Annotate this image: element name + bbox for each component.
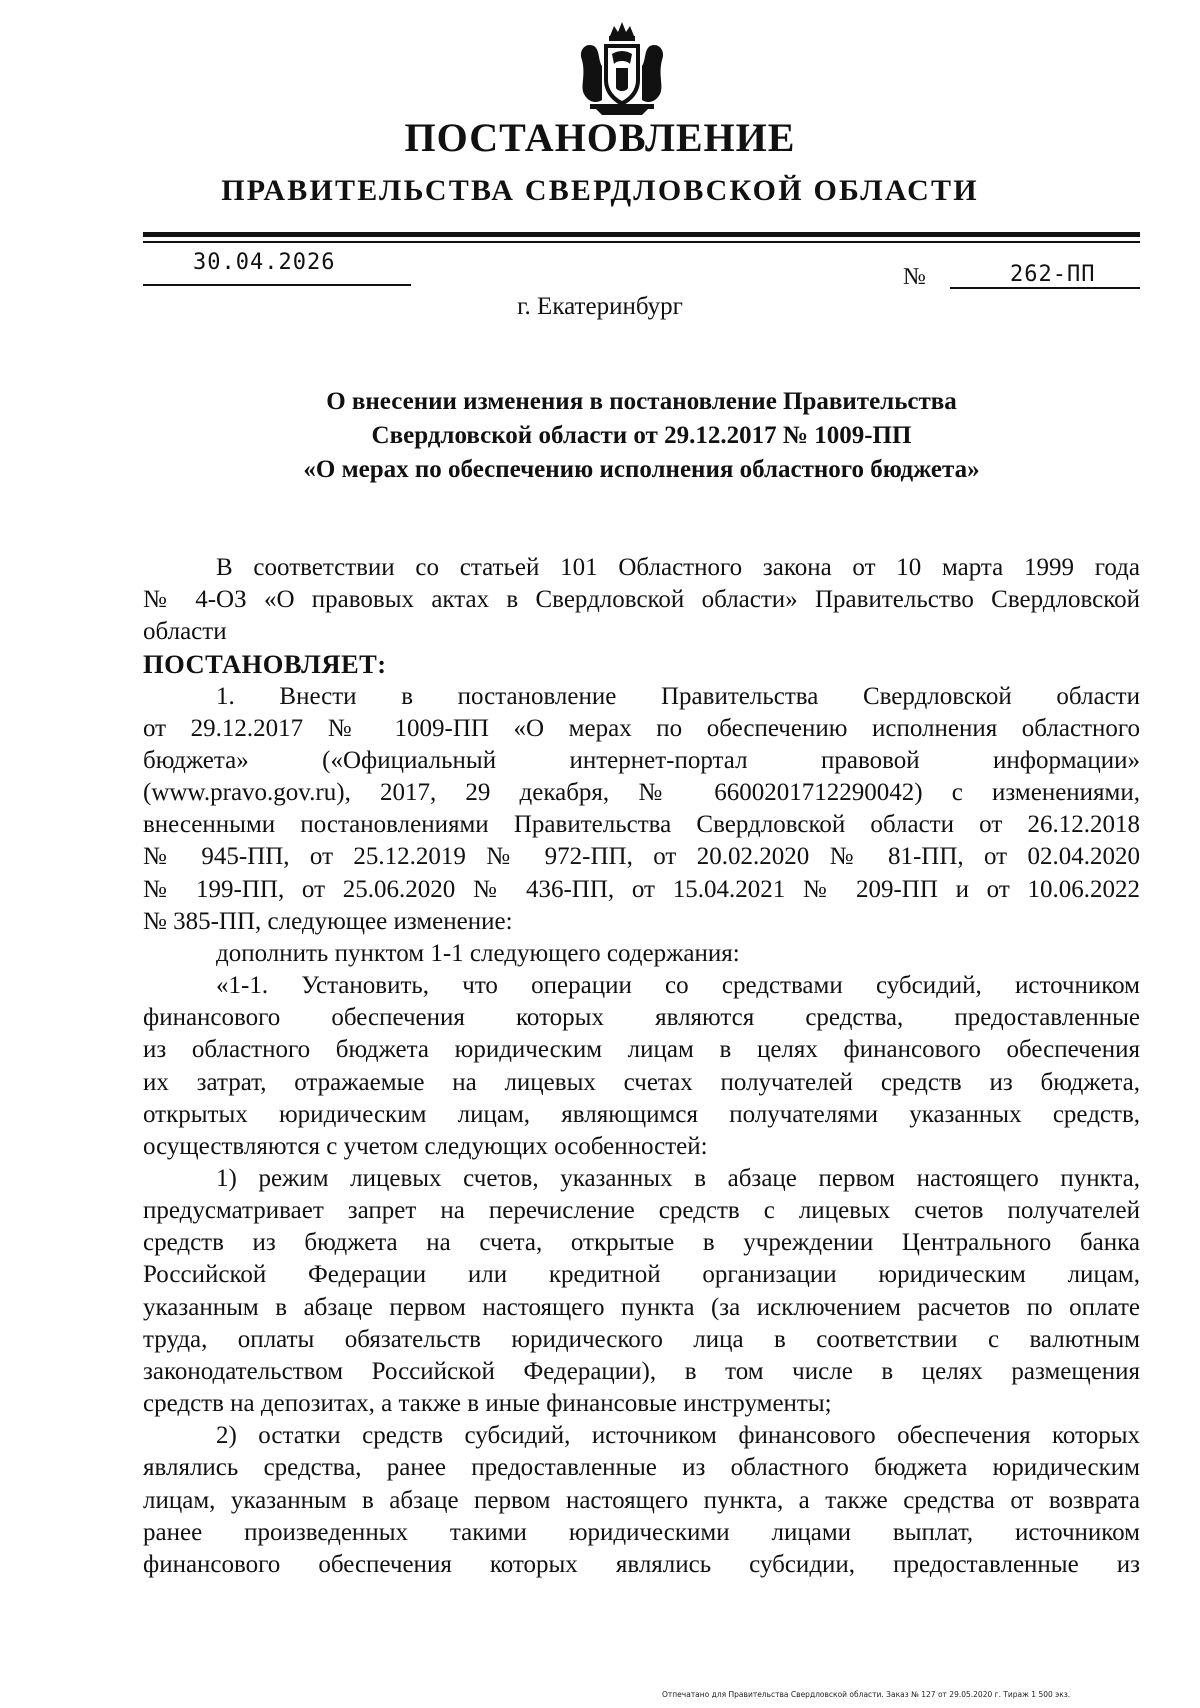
decree-word: ПОСТАНОВЛЯЕТ:	[143, 649, 387, 680]
body-line: их затрат, отражаемые на лицевых счетах получателей средств из бюджета,	[143, 1068, 1140, 1096]
header-rule-thick	[143, 232, 1140, 237]
body-line: В соответствии со статьей 101 Областного закона от 10 марта 1999 года	[216, 554, 1140, 581]
body-line: «1-1. Установить, что операции со средствами субсидий, источником	[216, 972, 1140, 1000]
body-line: № 4-ОЗ «О правовых актах в Свердловской области» Правительство Свердловской	[143, 586, 1140, 614]
body-line: Российской Федерации или кредитной организации юридическим лицам,	[143, 1261, 1140, 1289]
body-line: средств на депозитах, а также в иные финансовые инструменты;	[143, 1390, 832, 1418]
heading-line: О внесении изменения в постановление Правительства	[326, 388, 957, 415]
body-line: бюджета» («Официальный интернет-портал правовой информации»	[143, 746, 1140, 774]
body-line: ранее произведенных такими юридическими лицами выплат, источником	[143, 1518, 1140, 1546]
body-line: дополнить пунктом 1-1 следующего содержания:	[216, 939, 740, 967]
body-line: № 385-ПП, следующее изменение:	[143, 907, 513, 935]
body-line: законодательством Российской Федерации), в том числе в целях размещения	[143, 1357, 1140, 1385]
number-underline	[950, 287, 1140, 289]
body-line: являлись средства, ранее предоставленные из областного бюджета юридическим	[143, 1454, 1140, 1482]
body-line: внесенными постановлениями Правительства Свердловской области от 26.12.2018	[143, 811, 1140, 839]
header-rule-thin	[143, 241, 1140, 243]
body-line: 1) режим лицевых счетов, указанных в абзаце первом настоящего пункта,	[216, 1164, 1140, 1192]
body-line: области	[143, 618, 227, 646]
city: г. Екатеринбург	[517, 293, 683, 320]
body-line: финансового обеспечения которых являются средства, предоставленные	[143, 1004, 1140, 1032]
body-line: открытых юридическим лицам, являющимся получателями указанных средств,	[143, 1100, 1140, 1128]
body-line: № 199-ПП, от 25.06.2020 № 436-ПП, от 15.04.2021 № 209-ПП и от 10.06.2022	[143, 875, 1140, 903]
body-line: (www.pravo.gov.ru), 2017, 29 декабря, № 6600201712290042) с изменениями,	[143, 779, 1140, 807]
body-line: труда, оплаты обязательств юридического лица в соответствии с валютным	[143, 1325, 1140, 1353]
body-line: финансового обеспечения которых являлись субсидии, предоставленные из	[143, 1550, 1140, 1578]
document-number: 262-ПП	[1010, 262, 1096, 287]
date-underline	[143, 284, 411, 286]
print-footer: Отпечатано для Правительства Свердловской области. Заказ № 127 от 29.05.2020 г. Тираж 1 500 экз.	[662, 1690, 1071, 1699]
number-sign: №	[903, 264, 926, 290]
body-line: осуществляются с учетом следующих особенностей:	[143, 1132, 708, 1160]
coat-of-arms-icon	[572, 20, 672, 116]
heading-line: Свердловской области от 29.12.2017 № 1009-ПП	[371, 422, 912, 449]
body-line: 2) остатки средств субсидий, источником финансового обеспечения которых	[216, 1422, 1140, 1450]
body-line: № 945-ПП, от 25.12.2019 № 972-ПП, от 20.02.2020 № 81-ПП, от 02.04.2020	[143, 843, 1140, 871]
body-line: из областного бюджета юридическим лицам в целях финансового обеспечения	[143, 1036, 1140, 1064]
heading-line: «О мерах по обеспечению исполнения областного бюджета»	[303, 456, 980, 483]
issuing-authority: ПРАВИТЕЛЬСТВА СВЕРДЛОВСКОЙ ОБЛАСТИ	[221, 174, 979, 207]
body-line: указанным в абзаце первом настоящего пункта (за исключением расчетов по оплате	[143, 1293, 1140, 1321]
body-line: 1. Внести в постановление Правительства Свердловской области	[216, 682, 1140, 710]
body-line: средств из бюджета на счета, открытые в учреждении Центрального банка	[143, 1229, 1140, 1257]
body-line: предусматривает запрет на перечисление средств с лицевых счетов получателей	[143, 1197, 1140, 1225]
body-line: лицам, указанным в абзаце первом настоящего пункта, а также средства от возврата	[143, 1486, 1140, 1514]
document-heading	[143, 385, 1140, 487]
document-body	[143, 552, 1140, 1581]
body-line: от 29.12.2017 № 1009-ПП «О мерах по обеспечению исполнения областного	[143, 714, 1140, 742]
document-date: 30.04.2026	[193, 250, 336, 275]
document-type-title: ПОСТАНОВЛЕНИЕ	[404, 115, 796, 160]
